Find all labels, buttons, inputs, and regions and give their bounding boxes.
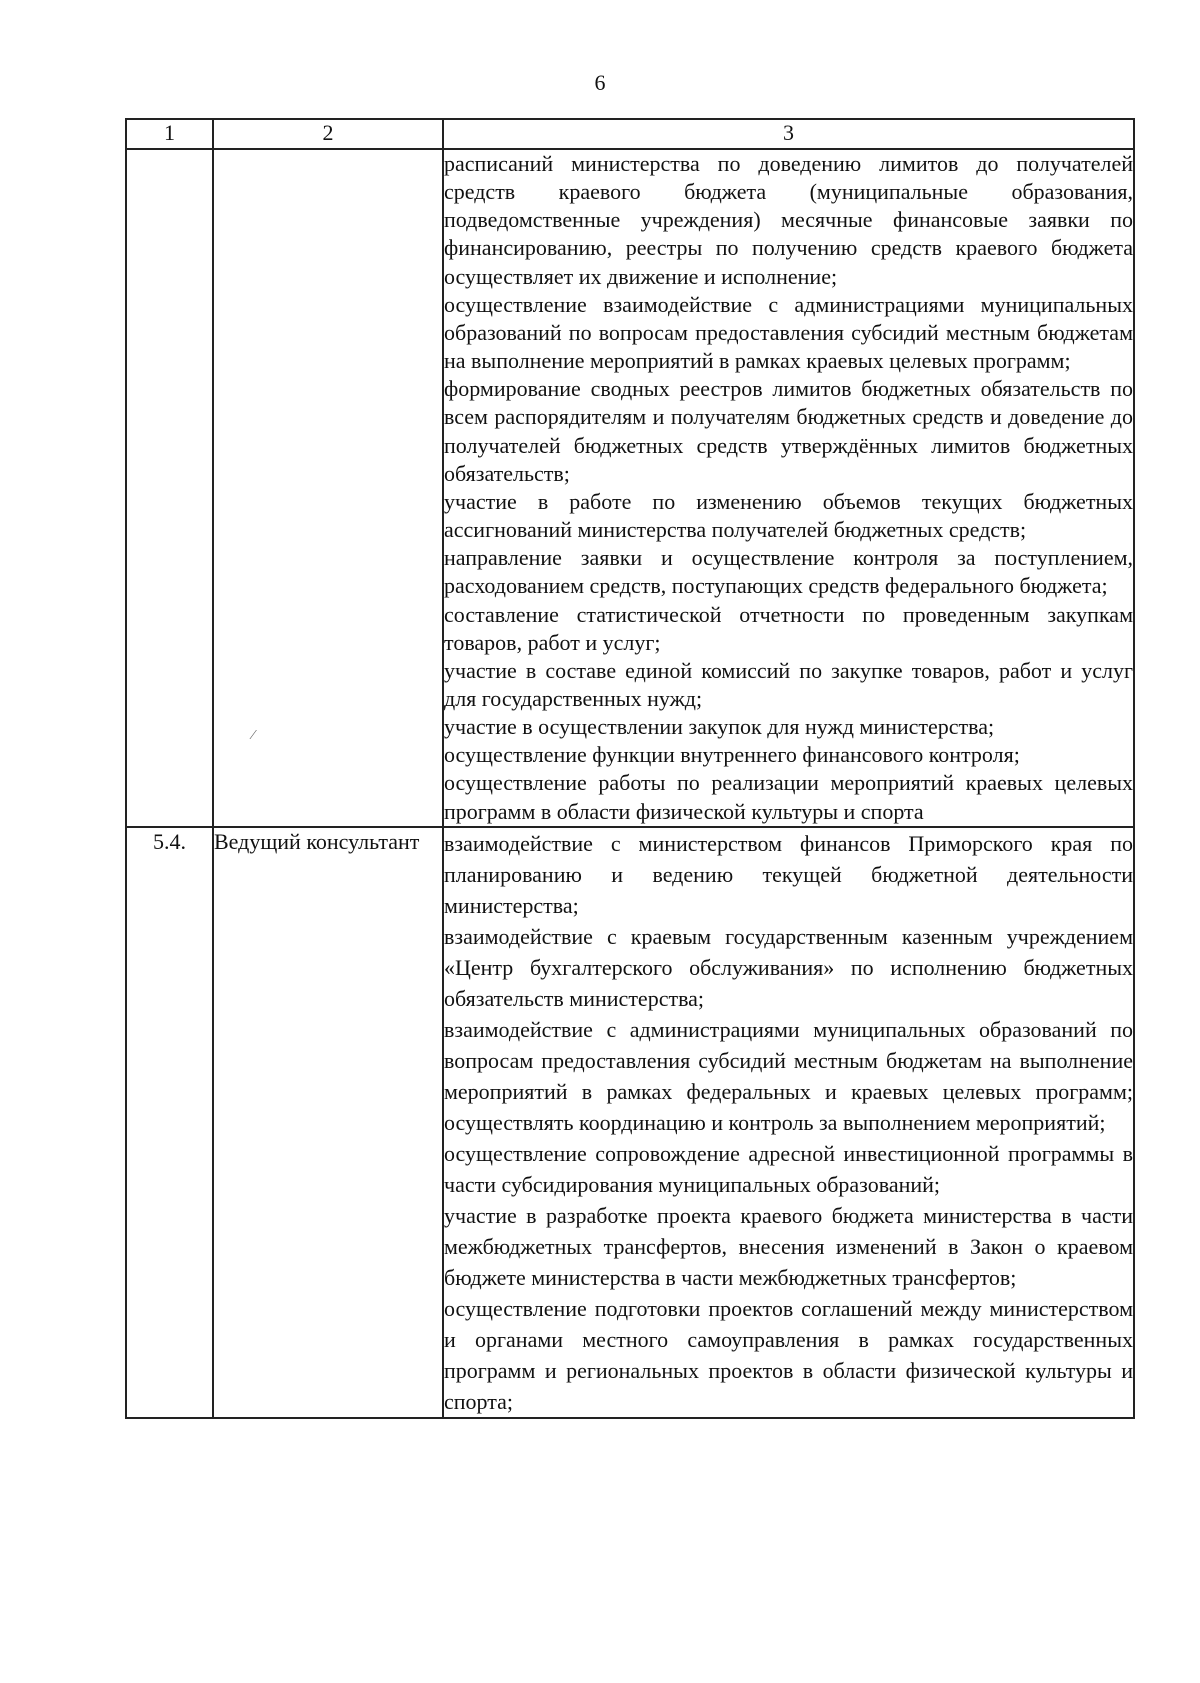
duty-item: направление заявки и осуществление контроля за поступлением, расходованием средств, поступающих средств федерального бюджета;: [444, 545, 1133, 599]
duty-item: осуществление работы по реализации мероприятий краевых целевых программ в области физической культуры и спорта: [444, 770, 1133, 824]
duty-item: осуществление сопровождение адресной инвестиционной программы в части субсидирования муниципальных образований;: [444, 1140, 1133, 1197]
column-header-2: 2: [213, 119, 443, 149]
duties-table: [125, 118, 1135, 1419]
table-row: [126, 149, 1134, 827]
duty-item: формирование сводных реестров лимитов бюджетных обязательств по всем распорядителям и получателям бюджетных средств и доведение до получателей бюджетных средств утверждённых лимитов бюджетных обязательств;: [444, 376, 1133, 486]
duty-item: взаимодействие с администрациями муниципальных образований по вопросам предоставления субсидий местным бюджетам на выполнение мероприятий в рамках федеральных и краевых целевых программ; осуществлять координацию и контроль за выполнением мероприятий;: [444, 1016, 1133, 1135]
row-number: [126, 149, 213, 827]
duty-item: взаимодействие с краевым государственным казенным учреждением «Центр бухгалтерского обслуживания» по исполнению бюджетных обязательств министерства;: [444, 923, 1133, 1011]
position-title: Ведущий консультант: [213, 827, 443, 1418]
row-number: 5.4.: [126, 827, 213, 1418]
duty-item: осуществление функции внутреннего финансового контроля;: [444, 742, 1020, 768]
duties-cell: [443, 149, 1134, 827]
duty-item: взаимодействие с министерством финансов Приморского края по планированию и ведению текущей бюджетной деятельности министерства;: [444, 830, 1133, 918]
table-header-row: [126, 119, 1134, 149]
column-header-3: 3: [443, 119, 1134, 149]
duty-item: участие в осуществлении закупок для нужд министерства;: [444, 714, 995, 740]
duty-item: участие в разработке проекта краевого бюджета министерства в части межбюджетных трансфертов, внесения изменений в Закон о краевом бюджете министерства в части межбюджетных трансфертов;: [444, 1202, 1133, 1290]
duty-item: участие в составе единой комиссий по закупке товаров, работ и услуг для государственных нужд;: [444, 657, 1133, 711]
scan-mark: ⁄: [252, 728, 255, 743]
duty-item: осуществление взаимодействие с администрациями муниципальных образований по вопросам предоставления субсидий местным бюджетам на выполнение мероприятий в рамках краевых целевых программ;: [444, 291, 1133, 374]
page-number: 6: [594, 70, 606, 95]
duties-cell: [443, 827, 1134, 1418]
table-row: [126, 827, 1134, 1418]
duty-item: расписаний министерства по доведению лимитов до получателей средств краевого бюджета (муниципальные образования, подведомственные учреждения) месячные финансовые заявки по финансированию, реестры по получению средств краевого бюджета осуществляет их движение и исполнение;: [444, 151, 1133, 289]
column-header-1: 1: [126, 119, 213, 149]
position-title: [213, 149, 443, 827]
duty-item: участие в работе по изменению объемов текущих бюджетных ассигнований министерства получателей бюджетных средств;: [444, 488, 1133, 543]
duty-item: осуществление подготовки проектов соглашений между министерством и органами местного самоуправления в рамках государственных программ и региональных проектов в области физической культуры и спорта;: [444, 1295, 1133, 1415]
duty-item: составление статистической отчетности по проведенным закупкам товаров, работ и услуг;: [444, 601, 1133, 655]
